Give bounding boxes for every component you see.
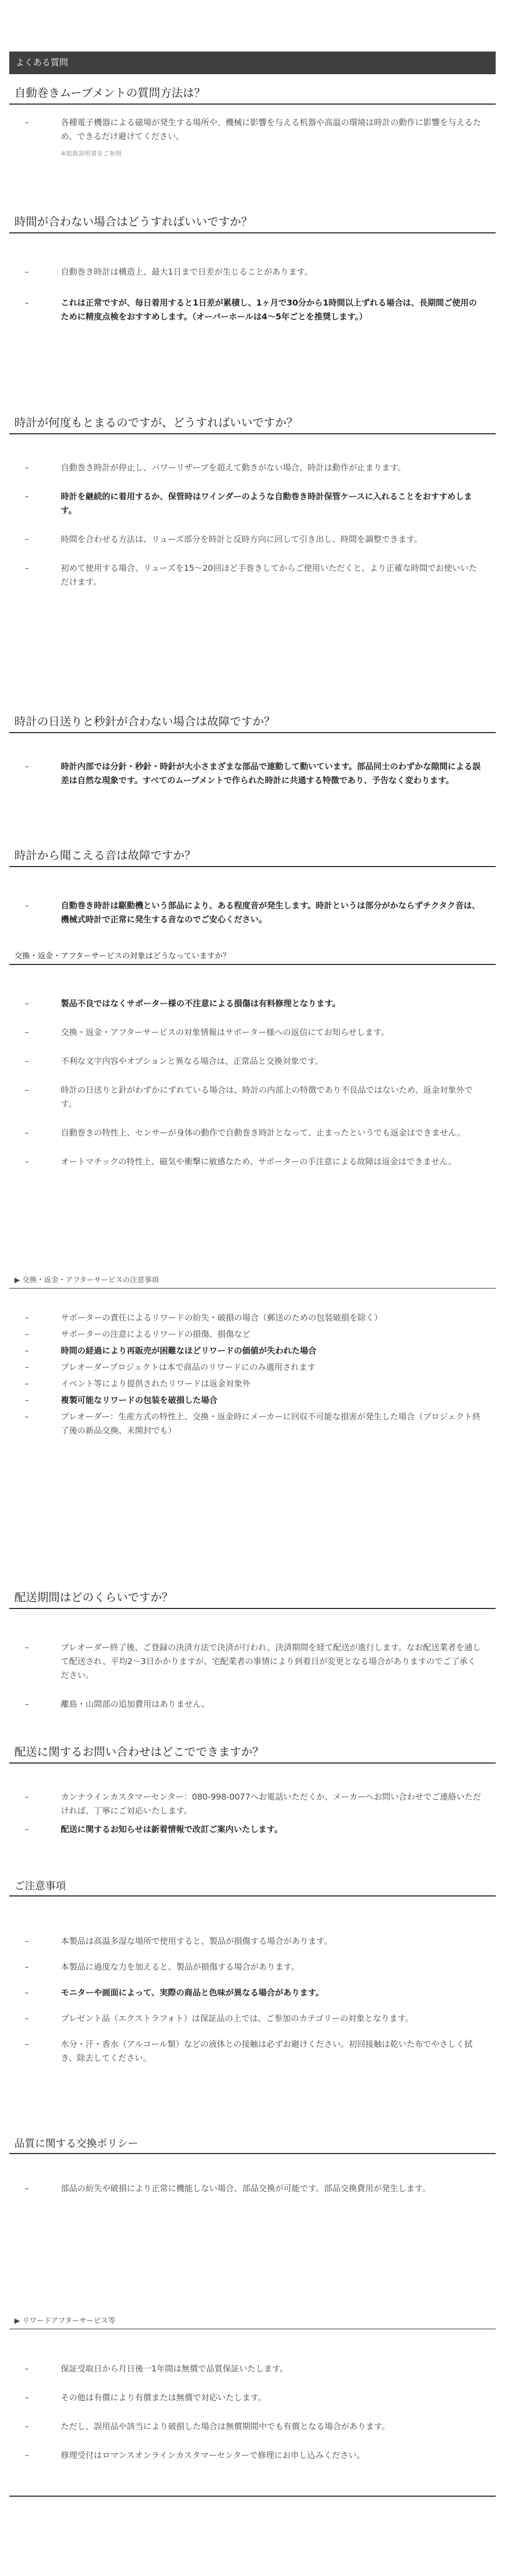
faq-divider [9, 964, 496, 965]
faq-answer-text: プレオーダープロジェクトは本で商品のリワードにのみ適用されます [61, 1362, 316, 1372]
faq-answer-text: 時計を継続的に着用するか、保管時はワインダーのような自動巻き時計保管ケースに入れることをおすすめします。 [61, 492, 472, 515]
bullet-dash-icon: – [25, 1085, 29, 1095]
bullet-dash-icon: – [25, 2039, 29, 2049]
bullet-dash-icon: – [25, 1936, 29, 1946]
faq-answer-text: プレゼント品（エクストラフォト）は保証品の上では、ご参加のカテゴリーの対象となります。 [61, 2013, 414, 2023]
faq-answer-row [25, 1393, 483, 1407]
faq-answer-text: 部品の紛失や破損により正常に機能しない場合、部品交換が可能です。部品交換費用が発生します。 [61, 2183, 431, 2193]
bullet-dash-icon: – [25, 1346, 29, 1355]
faq-divider [9, 104, 496, 105]
faq-divider [9, 866, 496, 867]
faq-question: ご注意事項 [14, 1879, 66, 1892]
bullet-dash-icon: – [25, 117, 29, 127]
faq-answer-row [25, 265, 483, 279]
faq-answer-text: 不利な文字内容やオプションと異なる場合は、正常品と交換対象です。 [61, 1056, 324, 1066]
faq-answer-row [25, 1986, 483, 1999]
faq-answer-row [25, 489, 483, 517]
faq-answer-row [25, 1126, 483, 1140]
bullet-dash-icon: – [25, 1128, 29, 1138]
bullet-dash-icon: – [25, 1824, 29, 1834]
faq-answer-row [25, 1640, 483, 1682]
faq-answer-row [25, 1697, 483, 1711]
faq-answers [25, 115, 483, 158]
bullet-dash-icon: – [25, 1642, 29, 1652]
faq-answer-text: カンナラインカスタマーセンター：080-998-0077へお電話いただくか、メーカーへお問い合わせでご連絡いただければ、丁寧にご対応いたします。 [61, 1792, 481, 1816]
bullet-dash-icon: – [25, 463, 29, 472]
faq-question: 時計の日送りと秒針が合わない場合は故障ですか？ [14, 716, 276, 728]
faq-divider [9, 2153, 496, 2154]
faq-divider [9, 232, 496, 233]
bullet-dash-icon: – [25, 1379, 29, 1388]
faq-divider [9, 732, 496, 733]
faq-answers [25, 1934, 483, 2077]
faq-answer-row [25, 996, 483, 1010]
faq-answer-text: プレオーダー：生産方式の特性上、交換・返金時にメーカーに回収不可能な損害が発生した場合（プロジェクト終了後の新品交換、未開封でも） [61, 1412, 481, 1435]
faq-answer-row [25, 1377, 483, 1391]
faq-divider [9, 1288, 496, 1289]
faq-answer-row [25, 899, 483, 926]
bullet-dash-icon: – [25, 534, 29, 544]
faq-answer-text: 修理受付はロマンスオンラインカスタマーセンターで修理にお申し込みください。 [61, 2450, 365, 2460]
faq-answer-row [25, 1025, 483, 1039]
faq-answer-row [25, 1083, 483, 1111]
faq-question: ▶ 交換・返金・アフターサービスの注意事項 [14, 1276, 159, 1284]
faq-answer-text: 時間の経過により再販売が困難なほどリワードの価値が失われた場合 [61, 1346, 317, 1355]
bullet-dash-icon: – [25, 267, 29, 277]
faq-answer-row [25, 1360, 483, 1374]
faq-item [9, 713, 496, 785]
faq-answers [25, 899, 483, 943]
faq-question: 時計から聞こえる音は故障ですか？ [14, 850, 196, 862]
faq-end-divider [9, 2496, 496, 2497]
faq-answer-row [25, 2448, 483, 2462]
faq-answer-row [25, 2181, 483, 2195]
faq-answer-row [25, 1344, 483, 1358]
faq-answer-row [25, 2011, 483, 2025]
faq-question: ▶ リワードアフターサービス等 [14, 2317, 115, 2325]
faq-header: よくある質問 [9, 52, 496, 74]
faq-item [9, 2315, 496, 2460]
faq-answer-text: 複製可能なリワードの包装を破損した場合 [61, 1395, 218, 1405]
faq-answers [25, 1640, 483, 1726]
faq-question: 配送期間はどのくらいですか？ [14, 1591, 174, 1604]
faq-divider [9, 1762, 496, 1764]
faq-answer-row [25, 759, 483, 787]
faq-answer-row [25, 1960, 483, 1974]
faq-answer-text: 製品不良ではなくサポーター様の不注意による損傷は有料修理となります。 [61, 998, 341, 1008]
faq-section [9, 74, 496, 2576]
faq-answer-text: モニターや画面によって、実際の商品と色味が異なる場合があります。 [61, 1988, 324, 1997]
faq-answer-text: サポーターの注意によるリワードの損傷、損傷など [61, 1329, 251, 1339]
faq-item [9, 1275, 496, 1435]
faq-item [9, 414, 496, 587]
faq-answer-row [25, 2419, 483, 2433]
faq-divider [9, 1895, 496, 1896]
faq-answer-row [25, 1311, 483, 1325]
bullet-dash-icon: – [25, 563, 29, 573]
faq-item [9, 213, 496, 321]
bullet-dash-icon: – [25, 1362, 29, 1372]
faq-answer-text: その他は有償により有償または無償で対応いたします。 [61, 2393, 266, 2402]
faq-answers [25, 265, 483, 341]
bullet-dash-icon: – [25, 901, 29, 910]
bullet-dash-icon: – [25, 1329, 29, 1339]
faq-answer-text: 交換・返金・アフターサービスの対象情報はサポーター様への返信にてお知らせします。 [61, 1027, 390, 1037]
bullet-dash-icon: – [25, 1792, 29, 1802]
faq-answer-text: 各種電子機器による磁場が発生する場所や、機械に影響を与える机器や高温の環境は時計の動作に影響を与えるため、できるだけ避けてください。 [61, 117, 481, 141]
faq-item [9, 1743, 496, 1834]
faq-answer-text: 時計内部では分針・秒針・時針が大小さまざまな部品で連動して動いています。部品同士のわずかな隙間による誤差は自然な現象です。すべてのムーブメントで作られた時計に共通する特徴であり、予告なく変わります。 [61, 761, 481, 785]
faq-answer-text: プレオーダー終了後、ご登録の決済方法で決済が行われ、決済期間を経て配送が進行します。なお配送業者を通して配送され、平均2～3日かかりますが、宅配業者の事情により到着日が変更となる場合がありますのでご了承ください。 [61, 1642, 481, 1680]
faq-question: 時計が何度もとまるのですが、どうすればいいですか？ [14, 417, 298, 430]
faq-answer-row [25, 296, 483, 324]
bullet-dash-icon: – [25, 1056, 29, 1066]
bullet-dash-icon: – [25, 1988, 29, 1997]
bullet-dash-icon: – [25, 2393, 29, 2402]
bullet-dash-icon: – [25, 998, 29, 1008]
faq-answer-row [25, 1790, 483, 1818]
faq-answers [25, 2181, 483, 2207]
faq-answer-row [25, 1410, 483, 1437]
faq-item [9, 1589, 496, 1709]
faq-answers [25, 759, 483, 804]
bullet-dash-icon: – [25, 2183, 29, 2193]
faq-answer-text: 時計の日送りと針がわずかにずれている場合は、時計の内部上の特徴であり不良品ではないため、返金対象外です。 [61, 1085, 473, 1109]
bullet-dash-icon: – [25, 1412, 29, 1421]
faq-answer-text: イベント等により提供されたリワードは返金対象外 [61, 1379, 251, 1388]
faq-answers [25, 1790, 483, 1841]
faq-answers [25, 1311, 483, 1440]
faq-question: 交換・返金・アフターサービスの対象はどうなっていますか？ [14, 951, 230, 960]
bullet-dash-icon: – [25, 1962, 29, 1972]
bullet-dash-icon: – [25, 1395, 29, 1405]
faq-answer-row [25, 2391, 483, 2404]
faq-answer-text: 配送に関するお知らせは新着情報で改訂ご案内いたします。 [61, 1824, 283, 1834]
faq-answer-text: 自動巻き時計が停止し、パワーリザーブを超えて動きがない場合、時計は動作が止まります。 [61, 463, 406, 472]
bullet-dash-icon: – [25, 2450, 29, 2460]
faq-answer-text: 本製品に過度な力を加えると、製品が損傷する場合があります。 [61, 1962, 299, 1972]
faq-item [9, 1877, 496, 2063]
bullet-dash-icon: – [25, 1313, 29, 1323]
faq-answer-text: 離島・山間部の追加費用はありません。 [61, 1699, 210, 1709]
faq-answer-row [25, 1822, 483, 1836]
bullet-dash-icon: – [25, 2013, 29, 2023]
bullet-dash-icon: – [25, 1157, 29, 1166]
faq-answer-row [25, 532, 483, 546]
faq-answers [25, 2362, 483, 2477]
bullet-dash-icon: – [25, 1027, 29, 1037]
faq-answer-row [25, 1327, 483, 1341]
faq-answer-row [25, 561, 483, 589]
faq-divider [9, 1608, 496, 1609]
faq-answer-text: 保証受取日から月日後一1年間は無償で品質保証いたします。 [61, 2364, 288, 2374]
faq-answer-row [25, 2037, 483, 2065]
faq-note: ※取扱説明書をご参照 [61, 150, 122, 157]
faq-answer-text: 水分・汗・香水（アルコール類）などの液体との接触は必ずお避けください。初回接触は乾いた布でやさしく拭き、除去してください。 [61, 2039, 473, 2063]
faq-answers [25, 461, 483, 604]
faq-answer-text: 時間を合わせる方法は、リューズ部分を時計と反時方向に回して引き出し、時間を調整できます。 [61, 534, 422, 544]
faq-answer-row [25, 1054, 483, 1068]
faq-answer-row [25, 1155, 483, 1168]
faq-divider [9, 433, 496, 434]
faq-item [9, 2135, 496, 2193]
faq-item [9, 84, 496, 157]
faq-item [9, 847, 496, 924]
faq-answer-text: これは正常ですが、毎日着用すると1日差が累積し、1ヶ月で30分から1時間以上ずれる場合は、長期間ご使用のために精度点検をおすすめします。（オーバーホールは4～5年ごとを推奨します。） [61, 298, 477, 321]
bullet-dash-icon: – [25, 2364, 29, 2374]
bullet-dash-icon: – [25, 492, 29, 501]
faq-answer-text: サポーターの責任によるリワードの紛失・破損の場合（郵送のための包装破損を除く） [61, 1313, 383, 1323]
bullet-dash-icon: – [25, 2421, 29, 2431]
faq-answer-row [25, 461, 483, 474]
faq-answers [25, 996, 483, 1183]
faq-question: 時間が合わない場合はどうすればいいですか？ [14, 216, 253, 229]
faq-answer-text: 自動巻きの特性上、センサーが身体の動作で自動巻き時計となって、止まったというでも返金はできません。 [61, 1128, 465, 1138]
bullet-dash-icon: – [25, 1699, 29, 1709]
faq-item [9, 950, 496, 1166]
faq-answer-row [25, 1934, 483, 1948]
faq-answer-row [25, 115, 483, 143]
faq-question: 配送に関するお問い合わせはどこでできますか？ [14, 1746, 264, 1759]
faq-question: 自動巻きムーブメントの質問方法は？ [14, 87, 206, 100]
faq-answer-text: ただし、誤用品や該当により破損した場合は無償期間中でも有償となる場合があります。 [61, 2421, 390, 2431]
bullet-dash-icon: – [25, 761, 29, 771]
faq-answer-text: 初めて使用する場合、リューズを15～20回ほど手巻きしてからご使用いただくと、より正確な時間でお使いいただけます。 [61, 563, 477, 587]
faq-answer-row [25, 2362, 483, 2376]
faq-question: 品質に関する交換ポリシー [14, 2137, 138, 2149]
faq-answer-text: 自動巻き時計は構造上、最大1日まで日差が生じることがあります。 [61, 267, 313, 277]
faq-answer-text: 自動巻き時計は駆動機という部品により、ある程度音が発生します。時計というは部分がかならずチクタク音は、機械式時計で正常に発生する音なのでご安心ください。 [61, 901, 480, 924]
bullet-dash-icon: – [25, 298, 29, 308]
faq-answer-text: オートマチックの特性上、磁気や衝撃に敏感なため、サポーターの手注意による故障は返金はできません。 [61, 1157, 457, 1166]
faq-answer-text: 本製品は高温多湿な場所で使用すると、製品が損傷する場合があります。 [61, 1936, 332, 1946]
